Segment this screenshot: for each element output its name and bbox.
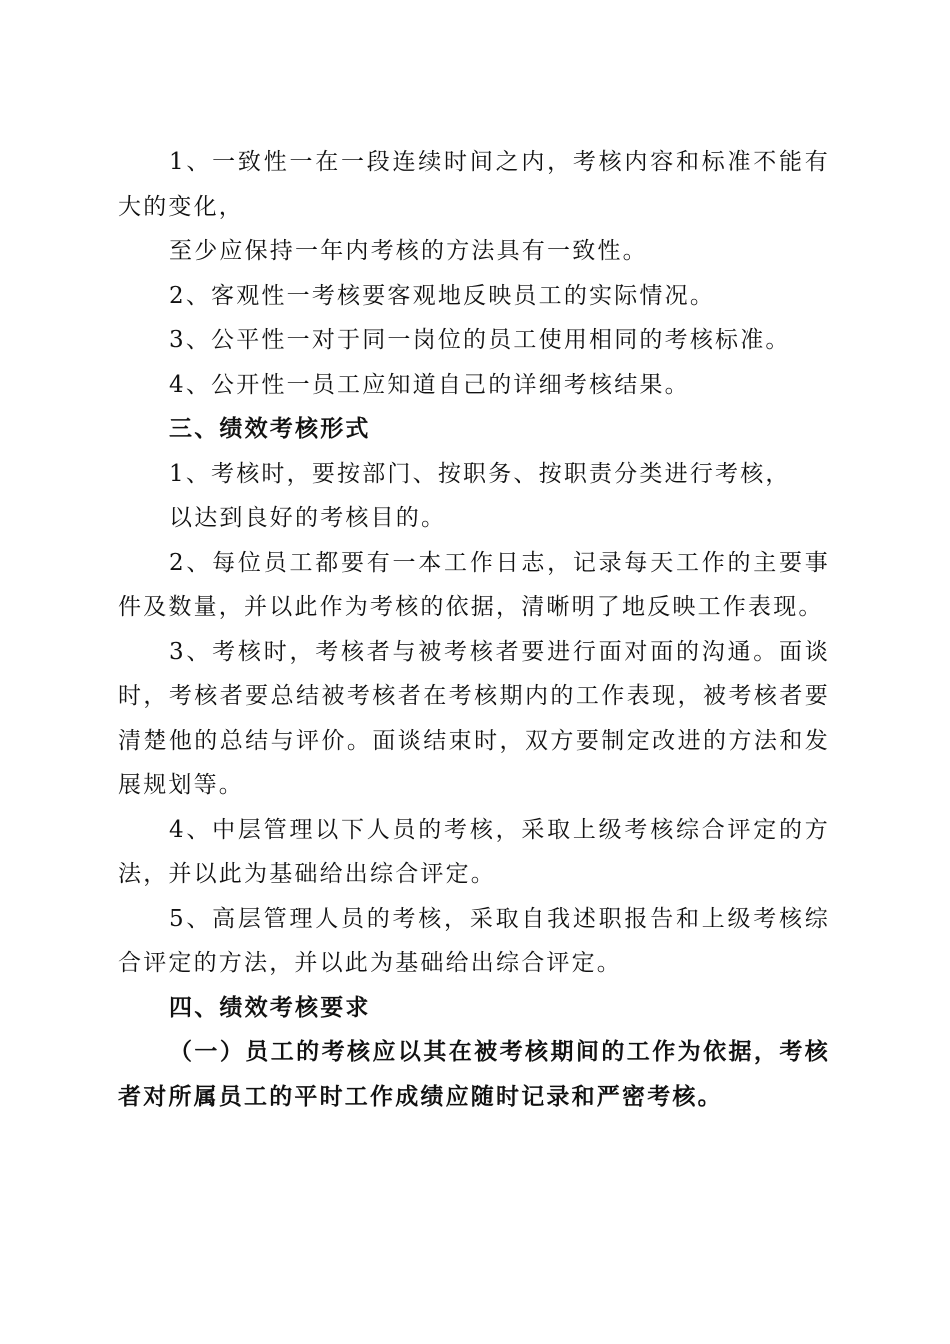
paragraph-form-4: 4、中层管理以下人员的考核，采取上级考核综合评定的方法，并以此为基础给出综合评定。: [118, 816, 830, 887]
paragraph-consistency-cont: 至少应保持一年内考核的方法具有一致性。: [169, 238, 648, 264]
paragraph-form-2: 2、每位员工都要有一本工作日志，记录每天工作的主要事件及数量，并以此作为考核的依据，清晰明了地反映工作表现。: [118, 549, 830, 620]
section-heading-assessment-form: 三、绩效考核形式: [169, 416, 371, 442]
section-heading-assessment-requirements: 四、绩效考核要求: [169, 994, 371, 1021]
paragraph-objectivity: 2、客观性一考核要客观地反映员工的实际情况。: [169, 282, 716, 309]
paragraph-form-1: 1、考核时，要按部门、按职务、按职责分类进行考核，: [169, 460, 791, 487]
paragraph-requirement-1: （一）员工的考核应以其在被考核期间的工作为依据，考核者对所属员工的平时工作成绩应随时记录和严密考核。: [118, 1038, 830, 1110]
paragraph-form-3: 3、考核时，考核者与被考核者要进行面对面的沟通。面谈时，考核者要总结被考核者在考核期内的工作表现，被考核者要清楚他的总结与评价。面谈结束时，双方要制定改进的方法和发展规划等。: [118, 638, 830, 798]
paragraph-form-5: 5、高层管理人员的考核，采取自我述职报告和上级考核综合评定的方法，并以此为基础给出综合评定。: [118, 905, 830, 976]
paragraph-openness: 4、公开性一员工应知道自己的详细考核结果。: [169, 371, 690, 398]
document-body: [118, 140, 830, 1119]
paragraph-form-1-cont: 以达到良好的考核目的。: [169, 505, 447, 531]
paragraph-consistency: 1、一致性一在一段连续时间之内，考核内容和标准不能有大的变化，: [118, 149, 830, 220]
paragraph-fairness: 3、公平性一对于同一岗位的员工使用相同的考核标准。: [169, 327, 791, 353]
